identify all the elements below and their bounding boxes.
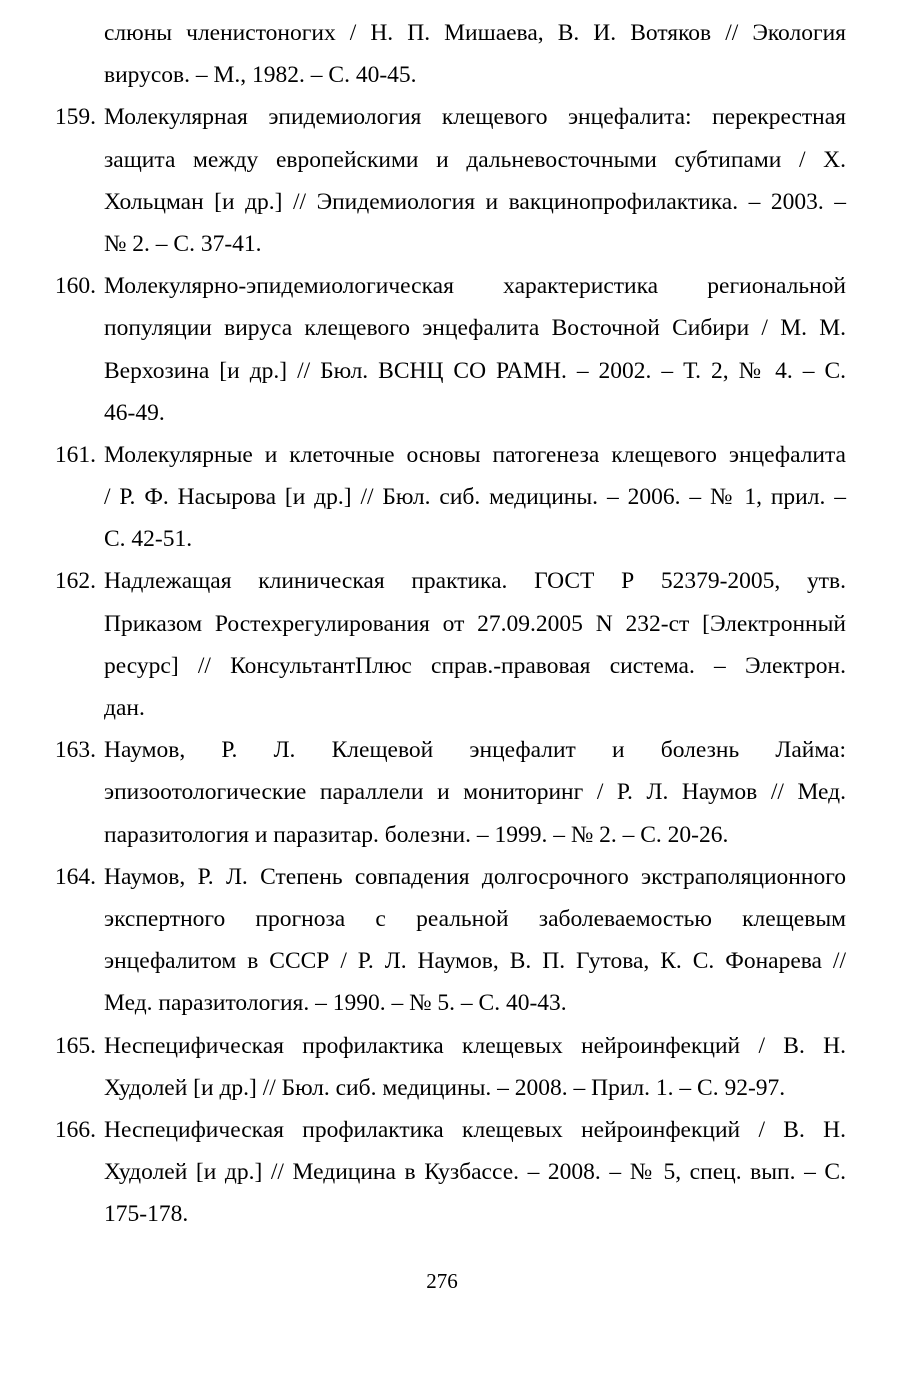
reference-text xyxy=(104,265,846,434)
reference-line: эпизоотологические параллели и мониторинг / Р. Л. Наумов // Мед. xyxy=(104,779,846,806)
reference-line: Худолей [и др.] // Бюл. сиб. медицины. – 2008. – Прил. 1. – С. 92-97. xyxy=(104,1074,786,1101)
reference-text xyxy=(104,1109,846,1236)
reference-line: энцефалитом в СССР / Р. Л. Наумов, В. П. Гутова, К. С. Фонарева // xyxy=(104,948,846,975)
reference-number: 161. xyxy=(54,441,96,468)
reference-line: Наумов, Р. Л. Степень совпадения долгосрочного экстраполяционного xyxy=(104,863,846,890)
reference-line: Худолей [и др.] // Медицина в Кузбассе. – 2008. – № 5, спец. вып. – С. xyxy=(104,1159,846,1186)
reference-line: Молекулярная эпидемиология клещевого энцефалита: перекрестная xyxy=(104,104,846,131)
reference-line: Верхозина [и др.] // Бюл. ВСНЦ СО РАМН. – 2002. – Т. 2, № 4. – С. xyxy=(104,357,846,384)
reference-item xyxy=(0,1025,904,1109)
reference-number: 164. xyxy=(54,863,96,890)
reference-line: Наумов, Р. Л. Клещевой энцефалит и болезнь Лайма: xyxy=(104,737,846,764)
reference-line: С. 42-51. xyxy=(104,526,193,553)
reference-line: Неспецифическая профилактика клещевых нейроинфекций / В. Н. xyxy=(104,1032,846,1059)
reference-line: популяции вируса клещевого энцефалита Восточной Сибири / М. М. xyxy=(104,315,846,342)
reference-line: 175-178. xyxy=(104,1201,189,1228)
reference-text xyxy=(104,856,846,1025)
reference-line: слюны членистоногих / Н. П. Мишаева, В. И. Вотяков // Экология xyxy=(104,20,846,46)
reference-text xyxy=(104,96,846,265)
reference-number: 162. xyxy=(54,568,96,595)
reference-line: дан. xyxy=(104,695,145,721)
reference-item xyxy=(0,12,904,96)
reference-item xyxy=(0,1109,904,1236)
reference-line: Молекулярные и клеточные основы патогенеза клещевого энцефалита xyxy=(104,441,846,468)
reference-line: защита между европейскими и дальневосточными субтипами / Х. xyxy=(104,146,846,173)
reference-line: 46-49. xyxy=(104,399,165,426)
reference-line: ресурс] // КонсультантПлюс справ.-правовая система. – Электрон. xyxy=(104,652,846,679)
reference-line: Мед. паразитология. – 1990. – № 5. – С. 40-43. xyxy=(104,990,567,1017)
reference-line: Приказом Ростехрегулирования от 27.09.2005 N 232-ст [Электронный xyxy=(104,610,846,637)
reference-line: Хольцман [и др.] // Эпидемиология и вакцинопрофилактика. – 2003. – xyxy=(104,188,846,215)
reference-number: 160. xyxy=(54,273,96,300)
reference-list xyxy=(0,12,904,1235)
reference-item xyxy=(0,96,904,265)
reference-item xyxy=(0,434,904,561)
reference-text xyxy=(104,12,846,96)
reference-line: Неспецифическая профилактика клещевых нейроинфекций / В. Н. xyxy=(104,1116,846,1143)
reference-item xyxy=(0,729,904,856)
reference-line: паразитология и паразитар. болезни. – 1999. – № 2. – С. 20-26. xyxy=(104,821,729,848)
reference-number: 163. xyxy=(54,737,96,764)
reference-text xyxy=(104,434,846,561)
reference-line: Надлежащая клиническая практика. ГОСТ Р 52379-2005, утв. xyxy=(104,568,846,595)
reference-number: 159. xyxy=(54,104,96,131)
reference-line: экспертного прогноза с реальной заболеваемостью клещевым xyxy=(104,905,846,932)
reference-text xyxy=(104,560,846,729)
page-number: 276 xyxy=(426,1269,458,1293)
reference-text xyxy=(104,729,846,856)
reference-number: 166. xyxy=(54,1116,96,1143)
reference-line: Молекулярно-эпидемиологическая характеристика региональной xyxy=(104,273,846,300)
reference-text xyxy=(104,1025,846,1109)
reference-item xyxy=(0,560,904,729)
reference-item xyxy=(0,856,904,1025)
reference-item xyxy=(0,265,904,434)
reference-line: / Р. Ф. Насырова [и др.] // Бюл. сиб. медицины. – 2006. – № 1, прил. – xyxy=(104,484,846,511)
reference-number: 165. xyxy=(54,1032,96,1059)
reference-line: вирусов. – М., 1982. – С. 40-45. xyxy=(104,62,417,89)
reference-line: № 2. – С. 37-41. xyxy=(104,230,262,257)
